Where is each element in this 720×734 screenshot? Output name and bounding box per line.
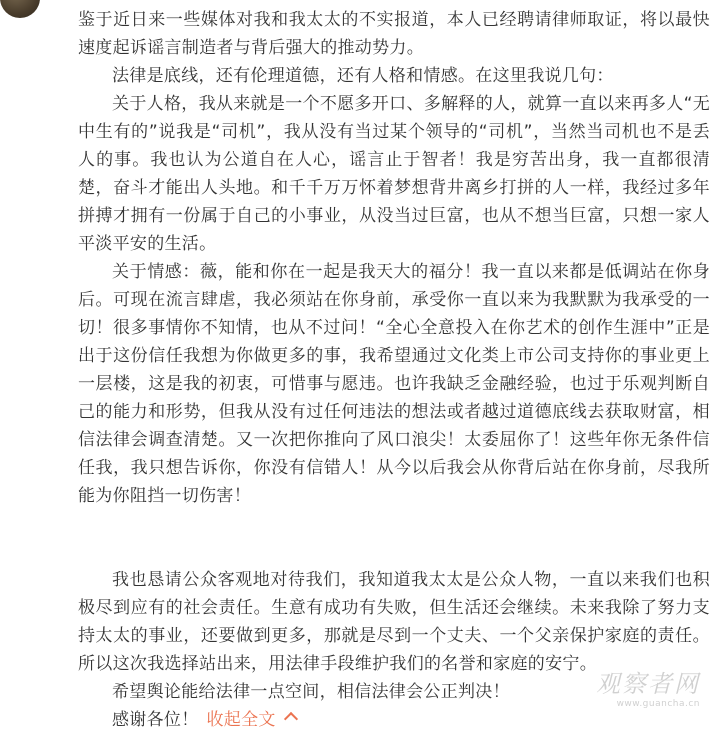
post-paragraph-3: 关于人格，我从来就是一个不愿多开口、多解释的人，就算一直以来再多人“无中生有的”说我是“司机”，我从没有当过某个领导的“司机”，当然当司机也不是丢人的事。我也认为公道自在人心，谣言止于智者！我是穷苦出身，我一直都很清楚，奋斗才能出人头地。和千千万万怀着梦想背井离乡打拼的人一样，我经过多年拼搏才拥有一份属于自己的小事业，从没当过巨富，也从不想当巨富，只想一家人平淡平安的生活。 — [78, 94, 710, 254]
post-body — [78, 6, 710, 734]
post-paragraph-5: 我也恳请公众客观地对待我们，我知道我太太是公众人物，一直以来我们也积极尽到应有的社会责任。生意有成功有失败，但生活还会继续。未来我除了努力支持太太的事业，还要做到更多，那就是尽到一个丈夫、一个父亲保护家庭的责任。所以这次我选择站出来，用法律手段维护我们的名誉和家庭的安宁。 — [78, 570, 710, 674]
post-paragraph-1: 鉴于近日来一些媒体对我和我太太的不实报道，本人已经聘请律师取证，将以最快速度起诉谣言制造者与背后强大的推动势力。 — [78, 10, 710, 58]
watermark — [596, 664, 700, 709]
collapse-full-text-link[interactable] — [207, 710, 296, 730]
post-last-line — [78, 706, 710, 734]
post-paragraph-6: 希望舆论能给法律一点空间，相信法律会公正判决！ — [112, 682, 510, 702]
post-paragraph-4: 关于情感：薇，能和你在一起是我天大的福分！我一直以来都是低调站在你身后。可现在流言肆虐，我必须站在你身前，承受你一直以来为我默默为我承受的一切！很多事情你不知情，也从不过问！“全心全意投入在你艺术的创作生涯中”正是出于这份信任我想为你做更多的事，我希望通过文化类上市公司支持你的事业更上一层楼，这是我的初衷，可惜事与愿违。也许我缺乏金融经验，也过于乐观判断自己的能力和形势，但我从没有过任何违法的想法或者越过道德底线去获取财富，相信法律会调查清楚。又一次把你推向了风口浪尖！太委屈你了！这些年你无条件信任我，我只想告诉你，你没有信错人！从今以后我会从你背后站在你身前，尽我所能为你阻挡一切伤害！ — [78, 262, 710, 506]
post-paragraph-2: 法律是底线，还有伦理道德，还有人格和情感。在这里我说几句： — [112, 66, 614, 86]
chevron-up-icon — [284, 712, 298, 726]
watermark-url: www.guancha.cn — [616, 699, 700, 709]
post-paragraph-7: 感谢各位！ — [112, 710, 199, 730]
collapse-link-label: 收起全文 — [206, 710, 276, 730]
watermark-logo-text: 观察者网 — [596, 670, 700, 698]
avatar[interactable] — [0, 0, 40, 18]
paragraph-gap — [78, 510, 710, 566]
